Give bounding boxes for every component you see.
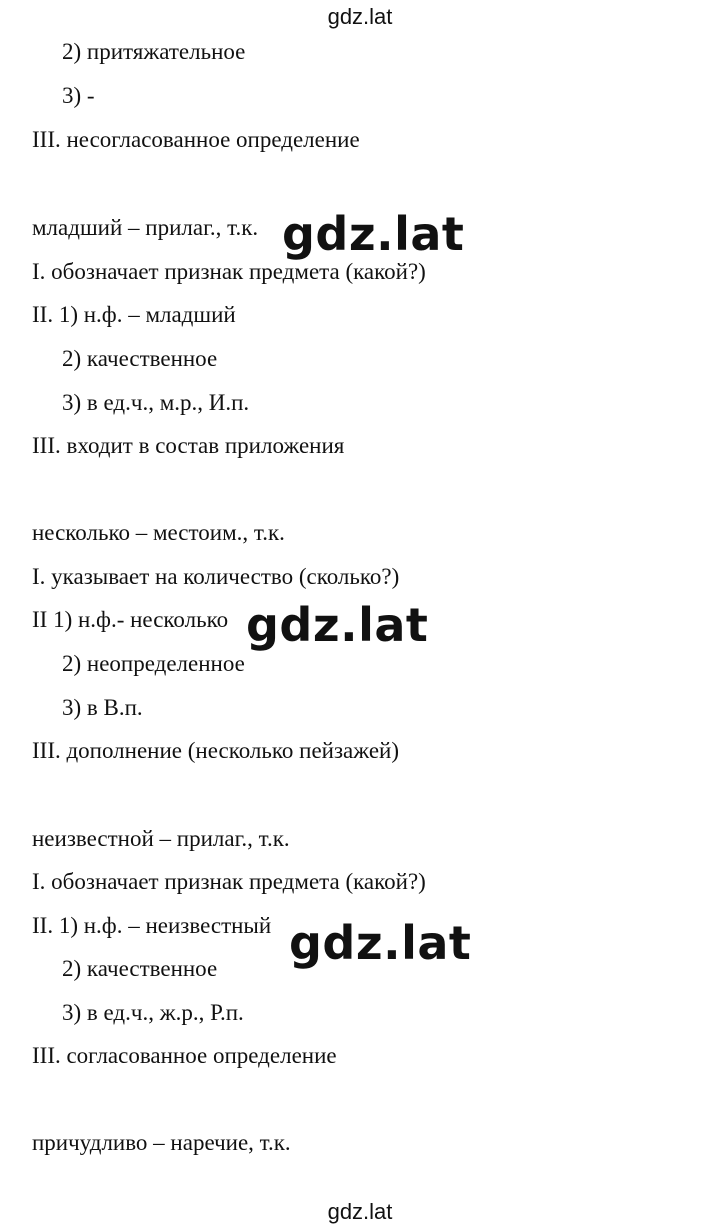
text-line: 3) -	[62, 83, 95, 108]
watermark: gdz.lat	[246, 598, 429, 652]
text-line: причудливо – наречие, т.к.	[32, 1130, 291, 1155]
text-line: 3) в В.п.	[62, 695, 143, 720]
site-footer: gdz.lat	[327, 1199, 393, 1224]
text-line: III. согласованное определение	[32, 1043, 337, 1068]
text-line: II. 1) н.ф. – неизвестный	[32, 913, 272, 938]
text-line: 2) неопределенное	[62, 651, 245, 676]
text-line: II 1) н.ф.- несколько	[32, 607, 229, 632]
text-line: 2) качественное	[62, 346, 218, 371]
text-line: 2) качественное	[62, 956, 218, 981]
text-line: III. дополнение (несколько пейзажей)	[32, 738, 400, 763]
site-header: gdz.lat	[327, 4, 393, 29]
text-line: I. обозначает признак предмета (какой?)	[32, 259, 426, 284]
text-line: I. обозначает признак предмета (какой?)	[32, 869, 426, 894]
watermark: gdz.lat	[282, 207, 465, 261]
text-line: неизвестной – прилаг., т.к.	[32, 826, 290, 851]
text-line: 3) в ед.ч., м.р., И.п.	[62, 390, 250, 415]
text-line: 2) притяжательное	[62, 39, 246, 64]
text-line: I. указывает на количество (сколько?)	[32, 564, 400, 589]
text-line: II. 1) н.ф. – младший	[32, 302, 236, 327]
text-line: III. несогласованное определение	[32, 127, 360, 152]
text-line: 3) в ед.ч., ж.р., Р.п.	[62, 1000, 244, 1025]
text-line: III. входит в состав приложения	[32, 433, 345, 458]
text-line: младший – прилаг., т.к.	[32, 215, 259, 240]
text-line: несколько – местоим., т.к.	[32, 520, 285, 545]
watermark: gdz.lat	[289, 916, 472, 970]
